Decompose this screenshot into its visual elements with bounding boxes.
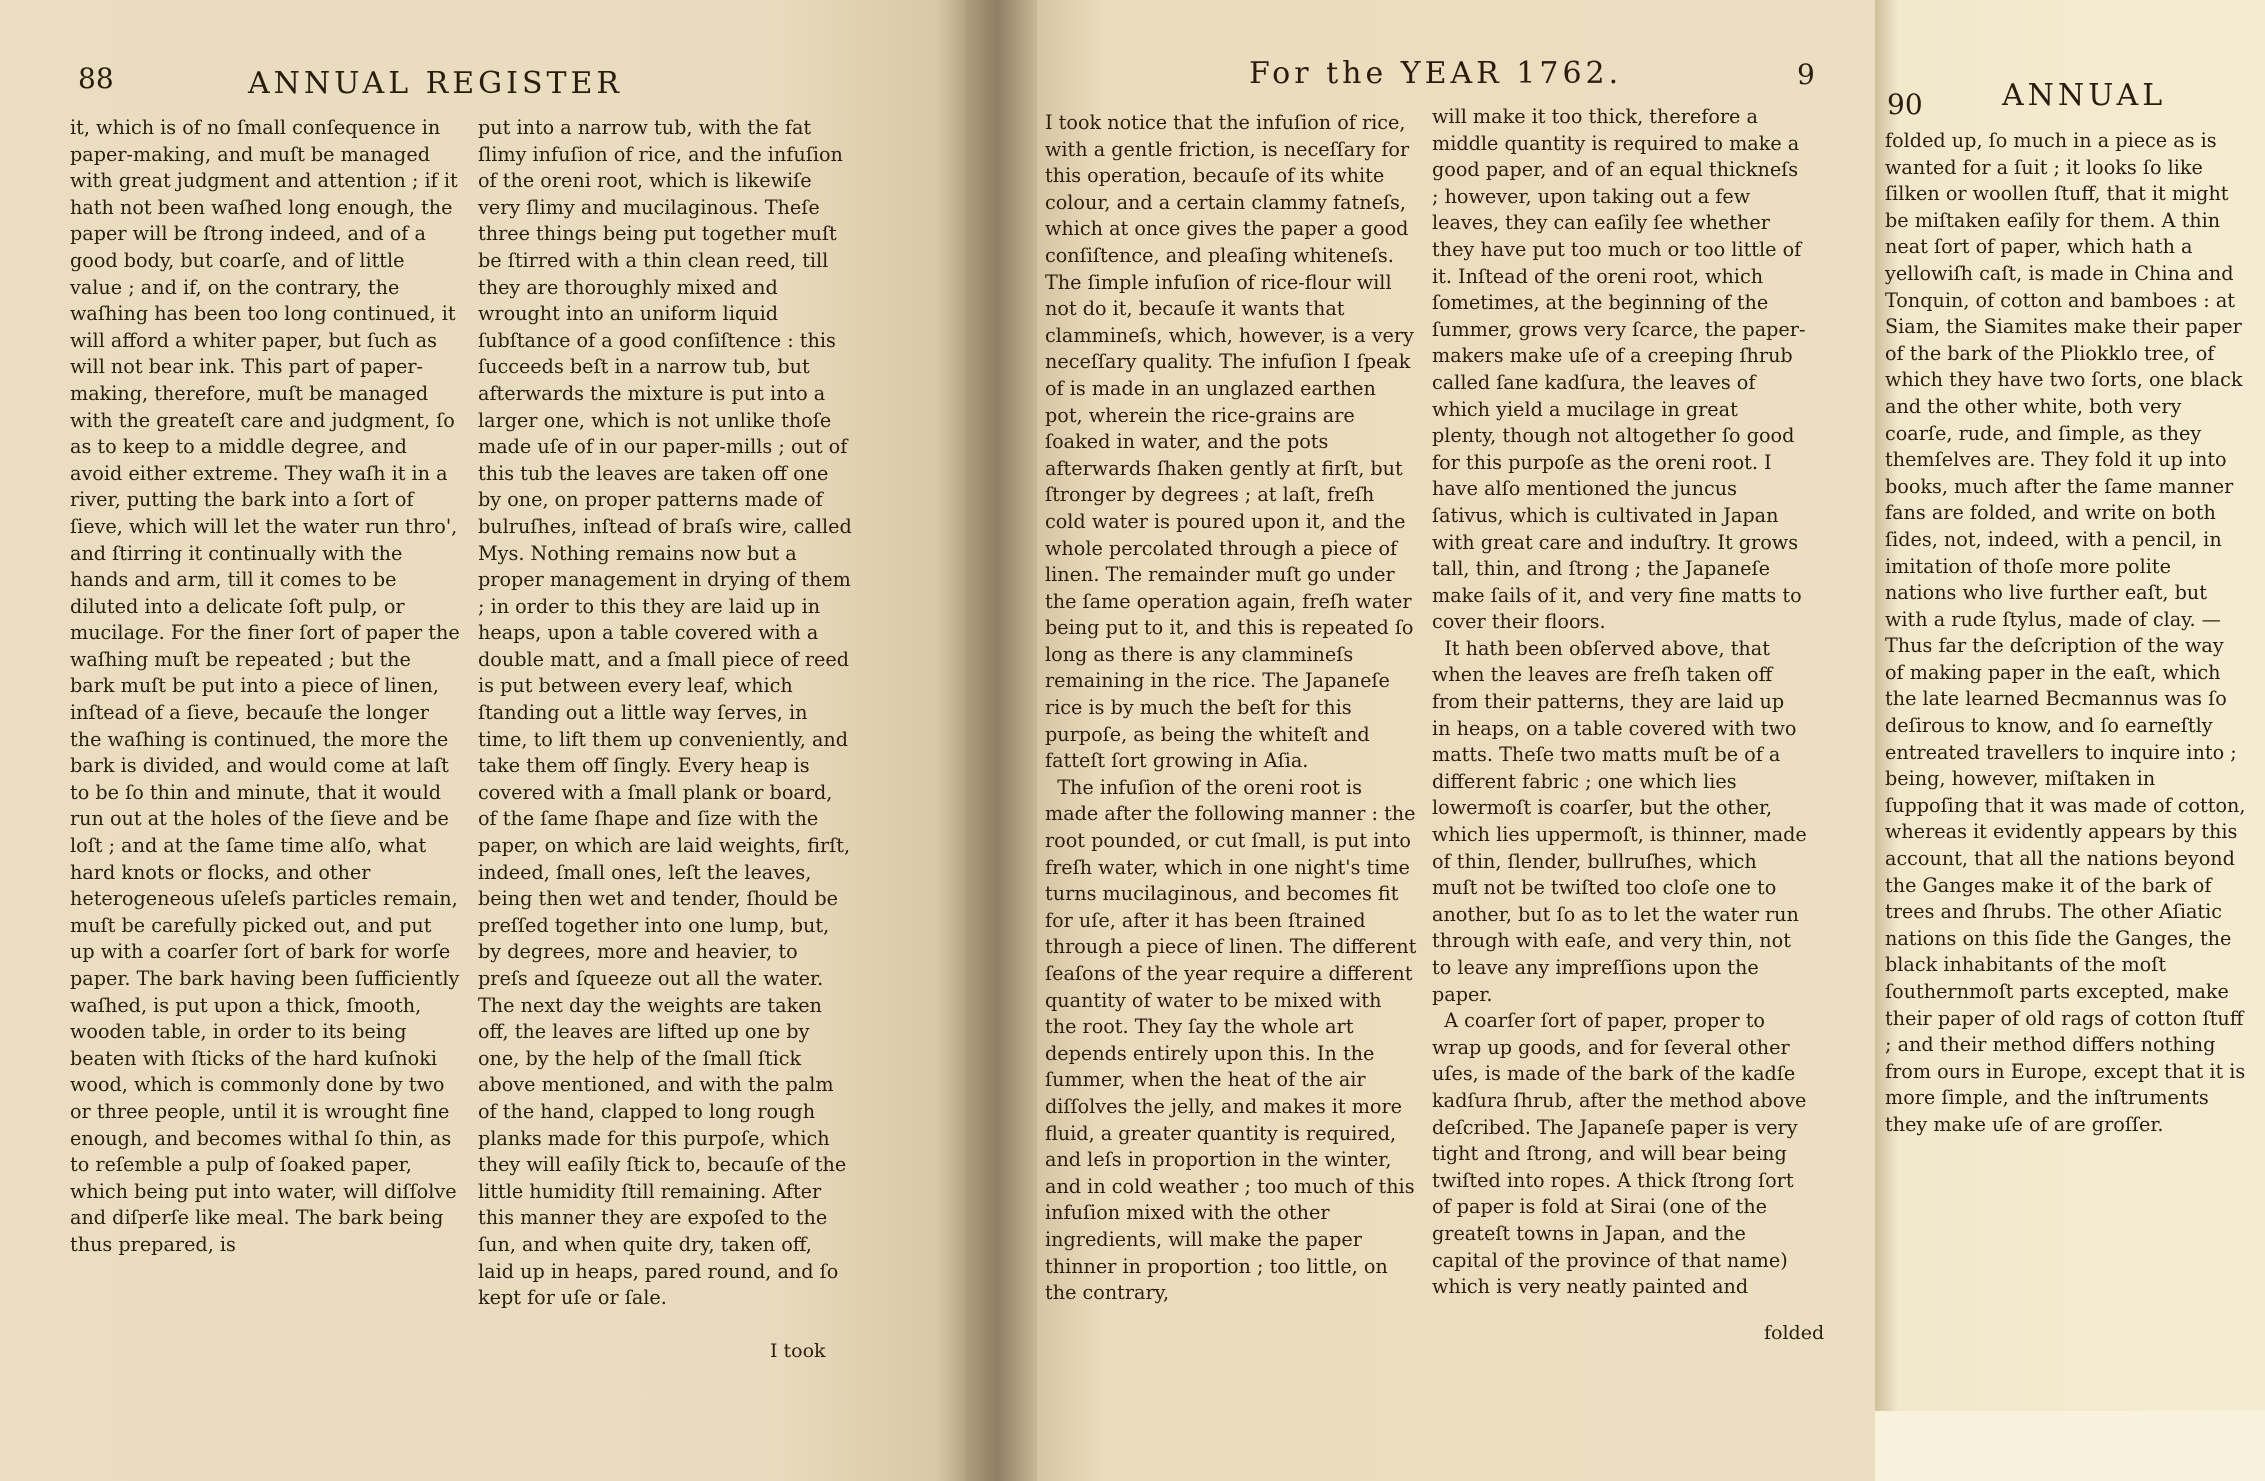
text-column-left-2 xyxy=(478,115,858,1312)
page-edge xyxy=(1875,1411,2265,1481)
page-number: 90 xyxy=(1887,88,1923,121)
middle-page xyxy=(1037,0,1875,1481)
column-text: it, which is of no ſmall conſequence in paper-making, and muſt be managed with great judgment and attention ; if it hath not been waſhed long enough, the paper will be ſtrong indeed, and of a good body, but coarſe, and of little value ; and if, on the contrary, the waſhing has been too long continued, it will afford a whiter paper, but ſuch as will not bear ink. This part of paper-making, therefore, muſt be managed with the greateſt care and judgment, ſo as to keep to a middle degree, and avoid either extreme. They waſh it in a river, putting the bark into a ſort of ſieve, which will let the water run thro', and ſtirring it continually with the hands and arm, till it comes to be diluted into a delicate ſoft pulp, or mucilage. For the finer ſort of paper the waſhing muſt be repeated ; but the bark muſt be put into a piece of linen, inſtead of a ſieve, becauſe the longer the waſhing is continued, the more the bark is divided, and would come at laſt to be ſo thin and minute, that it would run out at the holes of the ſieve and be loſt ; and at the ſame time alſo, what hard knots or flocks, and other heterogeneous uſeleſs particles remain, muſt be carefully picked out, and put up with a coarſer ſort of bark for worſe paper. The bark having been ſufficiently waſhed, is put upon a thick, ſmooth, wooden table, in order to its being beaten with ſticks of the hard kuſnoki wood, which is commonly done by two or three people, until it is wrought fine enough, and becomes withal ſo thin, as to reſemble a pulp of ſoaked paper, which being put into water, will diſſolve and diſperſe like meal. The bark being thus prepared, is xyxy=(70,116,466,1256)
running-head: ANNUAL REGISTER xyxy=(248,66,623,101)
book-gutter xyxy=(965,0,1037,1481)
page-number: 9 xyxy=(1797,58,1815,91)
running-head: For the YEAR 1762. xyxy=(1249,56,1623,91)
catchword: folded xyxy=(1764,1322,1825,1344)
text-column-left-1 xyxy=(70,115,466,1259)
text-column-mid-1 xyxy=(1045,110,1417,1307)
page-number: 88 xyxy=(78,62,114,95)
catchword: I took xyxy=(770,1340,826,1362)
left-page xyxy=(0,0,965,1481)
column-text: will make it too thick, therefore a middle quantity is required to make a good paper, and of an equal thickneſs ; however, upon taking out a few leaves, they can eaſily ſee whether they have put too much or too little of it. Inſtead of the oreni root, which ſometimes, at the beginning of the ſummer, grows very ſcarce, the paper-makers make uſe of a creeping ſhrub called ſane kadſura, the leaves of which yield a mucilage in great plenty, though not altogether ſo good for this purpoſe as the oreni root. I have alſo mentioned the juncus ſativus, which is cultivated in Japan with great care and induſtry. It grows tall, thin, and ſtrong ; the Japaneſe make ſails of it, and very fine matts to cover their floors. It hath been obſerved above, that when the leaves are freſh taken off from their patterns, they are laid up in heaps, on a table covered with two matts. Theſe two matts muſt be of a different fabric ; one which lies lowermoſt is coarſer, but the other, which lies uppermoſt, is thinner, made of thin, ſlender, bullruſhes, which muſt not be twiſted too cloſe one to another, but ſo as to let the water run through with eaſe, and very thin, not to leave any impreſſions upon the paper. A coarſer ſort of paper, proper to wrap up goods, and for ſeveral other uſes, is made of the bark of the kadſe kadſura ſhrub, after the method above deſcribed. The Japaneſe paper is very tight and ſtrong, and will bear being twiſted into ropes. A thick ſtrong ſort of paper is fold at Sirai (one of the greateſt towns in Japan, and the capital of the province of that name) which is very neatly painted and xyxy=(1432,105,1807,1299)
text-column-right-1 xyxy=(1885,128,2252,1139)
right-page xyxy=(1875,0,2265,1481)
running-head: ANNUAL xyxy=(2002,78,2167,113)
text-column-mid-2 xyxy=(1432,104,1807,1301)
column-text: put into a narrow tub, with the fat ſlimy infuſion of rice, and the infuſion of the oreni root, which is likewiſe very ſlimy and mucilaginous. Theſe three things being put together muſt be ſtirred with a thin clean reed, till they are thoroughly mixed and wrought into an uniform liquid ſubſtance of a good conſiſtence : this ſucceeds beſt in a narrow tub, but afterwards the mixture is put into a larger one, which is not unlike thoſe made uſe of in our paper-mills ; out of this tub the leaves are taken off one by one, on proper patterns made of bulruſhes, inſtead of braſs wire, called Mys. Nothing remains now but a proper management in drying of them ; in order to this they are laid up in heaps, upon a table covered with a double matt, and a ſmall piece of reed is put between every leaf, which ſtanding out a little way ſerves, in time, to lift them up conveniently, and take them off ſingly. Every heap is covered with a ſmall plank or board, of the ſame ſhape and ſize with the paper, on which are laid weights, firſt, indeed, ſmall ones, leſt the leaves, being then wet and tender, ſhould be preſſed together into one lump, but, by degrees, more and heavier, to preſs and ſqueeze out all the water. The next day the weights are taken off, the leaves are lifted up one by one, by the help of the ſmall ſtick above mentioned, and with the palm of the hand, clapped to long rough planks made for this purpoſe, which they will eaſily ſtick to, becauſe of the little humidity ſtill remaining. After this manner they are expoſed to the ſun, and when quite dry, taken off, laid up in heaps, pared round, and ſo kept for uſe or ſale. xyxy=(478,116,858,1310)
column-text: folded up, ſo much in a piece as is wanted for a ſuit ; it looks ſo like ſilken or woollen ſtuff, that it might be miſtaken eaſily for them. A thin neat ſort of paper, which hath a yellowiſh caſt, is made in China and Tonquin, of cotton and bamboes : at Siam, the Siamites make their paper of the bark of the Pliokklo tree, of which they have two ſorts, one black and the other white, both very coarſe, rude, and ſimple, as they themſelves are. They fold it up into books, much after the ſame manner fans are folded, and write on both ſides, not, indeed, with a pencil, in imitation of thoſe more polite nations who live further eaſt, but with a rude ſtylus, made of clay. — Thus far the deſcription of the way of making paper in the eaſt, which the late learned Becmannus was ſo deſirous to know, and ſo earneſtly entreated travellers to inquire into ; being, however, miſtaken in ſuppoſing that it was made of cotton, whereas it evidently appears by this account, that all the nations beyond the Ganges make it of the bark of trees and ſhrubs. The other Aſiatic nations on this ſide the Ganges, the black inhabitants of the moſt ſouthernmoſt parts excepted, make their paper of old rags of cotton ſtuff ; and their method differs nothing from ours in Europe, except that it is more ſimple, and the inſtruments they make uſe of are groſſer. xyxy=(1885,129,2252,1136)
column-text: I took notice that the infuſion of rice, with a gentle friction, is neceſſary for this operation, becauſe of its white colour, and a certain clammy fatneſs, which at once gives the paper a good conſiſtence, and pleaſing whiteneſs. The ſimple infuſion of rice-flour will not do it, becauſe it wants that clammineſs, which, however, is a very neceſſary quality. The infuſion I ſpeak of is made in an unglazed earthen pot, wherein the rice-grains are ſoaked in water, and the pots afterwards ſhaken gently at firſt, but ſtronger by degrees ; at laſt, freſh cold water is poured upon it, and the whole percolated through a piece of linen. The remainder muſt go under the ſame operation again, freſh water being put to it, and this is repeated ſo long as there is any clammineſs remaining in the rice. The Japaneſe rice is by much the beſt for this purpoſe, as being the whiteſt and fatteſt ſort growing in Aſia. The infuſion of the oreni root is made after the following manner : the root pounded, or cut ſmall, is put into freſh water, which in one night's time turns mucilaginous, and becomes fit for uſe, after it has been ſtrained through a piece of linen. The different ſeaſons of the year require a different quantity of water to be mixed with the root. They ſay the whole art depends entirely upon this. In the ſummer, when the heat of the air diſſolves the jelly, and makes it more fluid, a greater quantity is required, and leſs in proportion in the winter, and in cold weather ; too much of this infuſion mixed with the other ingredients, will make the paper thinner in proportion ; too little, on the contrary, xyxy=(1045,111,1417,1305)
